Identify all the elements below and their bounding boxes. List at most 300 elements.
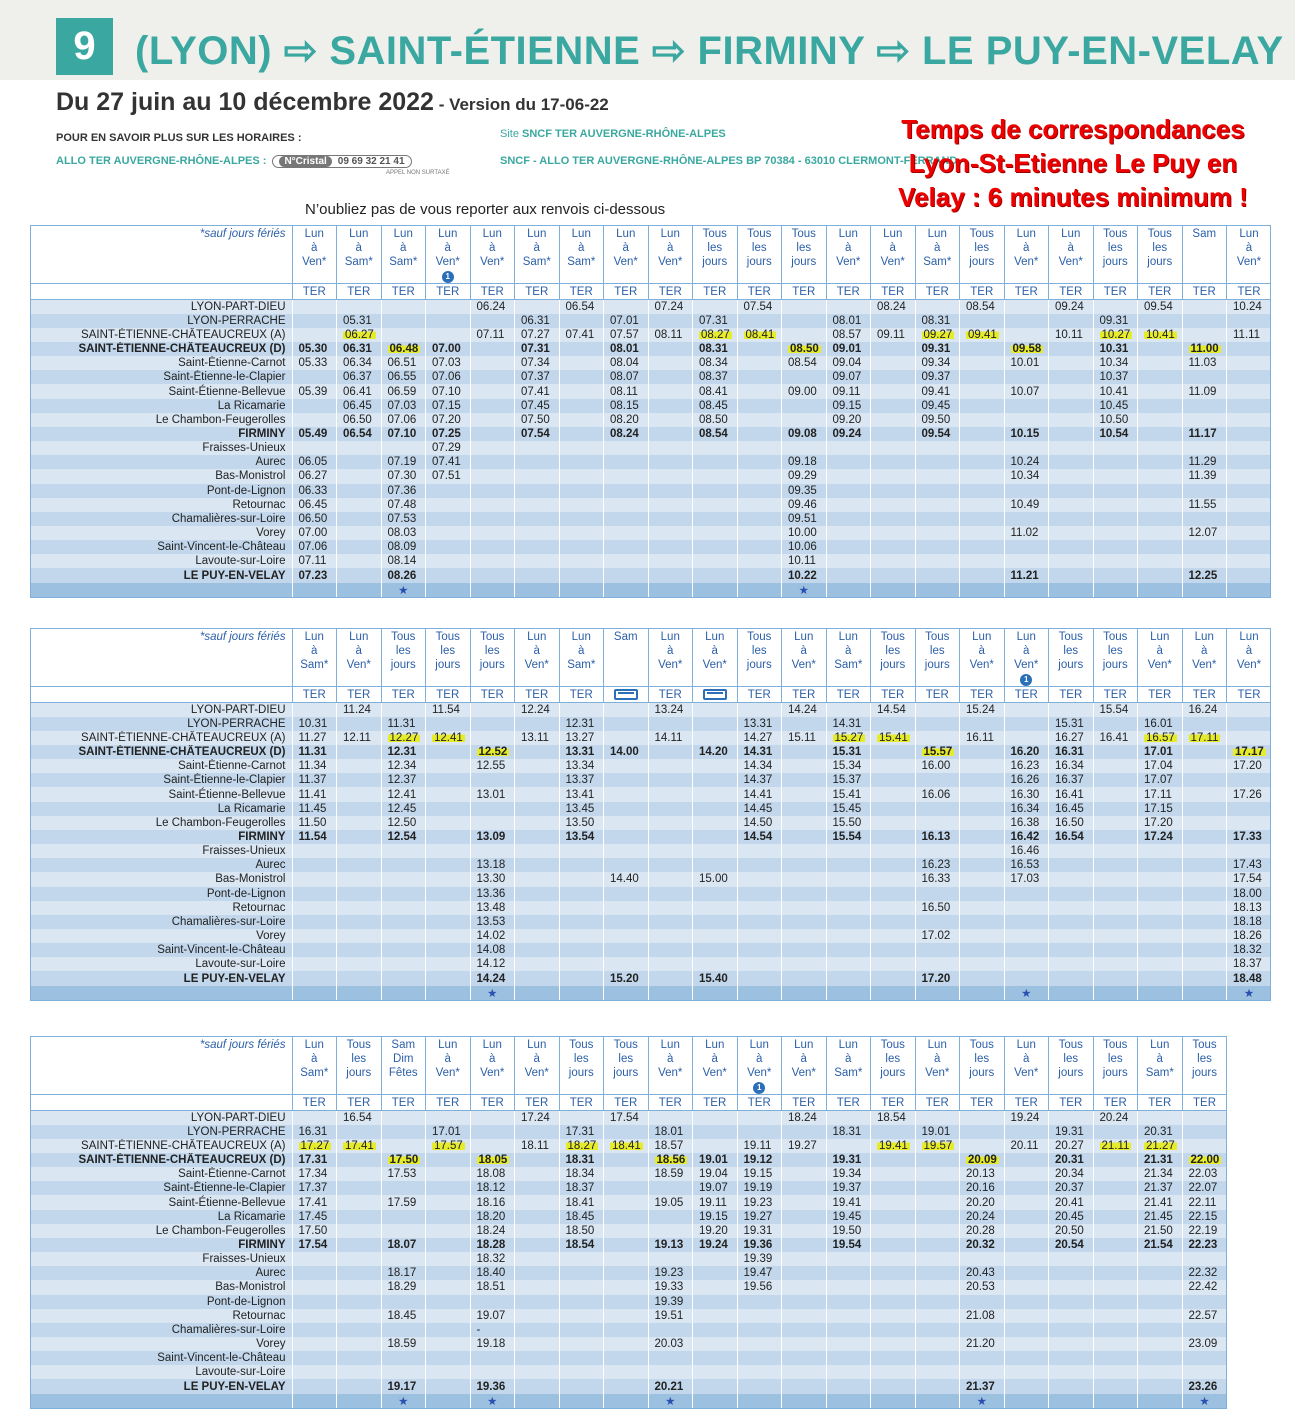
time-cell [604, 957, 649, 971]
cristal-number: 09 69 32 21 41 [337, 156, 405, 167]
operating-days-part: Ven* [658, 256, 683, 268]
time-cell [960, 427, 1005, 441]
footnote-info-icon[interactable]: 1 [753, 1082, 765, 1094]
operating-days [1004, 1036, 1049, 1080]
time-cell: 07.50 [515, 413, 560, 427]
time-cell [1049, 356, 1094, 370]
operating-days-part: à [667, 242, 674, 254]
time-cell [1138, 929, 1183, 943]
time-cell [826, 300, 871, 314]
service-type: TER [292, 284, 337, 300]
time-cell [604, 498, 649, 512]
time-cell [515, 1309, 560, 1323]
footer-cell [604, 986, 649, 1001]
star-icon: ★ [398, 585, 409, 598]
time-cell [1049, 469, 1094, 483]
time-cell [1093, 1323, 1138, 1337]
time-cell [871, 1139, 916, 1153]
time-cell [1093, 441, 1138, 455]
time-cell [648, 512, 693, 526]
time-cell: 11.21 [1004, 568, 1049, 582]
time-cell [292, 300, 337, 314]
time-cell: 16.31 [292, 1125, 337, 1139]
operating-days-part: à [1201, 645, 1208, 657]
operating-days-part: Ven* [925, 1067, 950, 1079]
service-type: TER [960, 284, 1005, 300]
station-name: LE PUY-EN-VELAY [30, 971, 292, 985]
time-cell: 19.33 [648, 1280, 693, 1294]
note-cell [1138, 269, 1183, 284]
time-cell [337, 1181, 382, 1195]
time-cell [915, 915, 960, 929]
time-cell: 18.32 [1227, 943, 1272, 957]
time-cell: 07.45 [515, 399, 560, 413]
time-cell [292, 929, 337, 943]
time-cell: 08.01 [826, 314, 871, 328]
time-cell [960, 1111, 1005, 1125]
time-cell: 09.45 [915, 399, 960, 413]
operating-days-part: les [751, 645, 767, 657]
station-name: LYON-PERRACHE [30, 1125, 292, 1139]
time-cell [648, 554, 693, 568]
service-type: TER [693, 284, 738, 300]
service-type: TER [426, 284, 471, 300]
note-cell [1138, 1080, 1183, 1095]
time-cell [1138, 1379, 1183, 1393]
note-cell [292, 1080, 337, 1095]
time-cell [871, 844, 916, 858]
operating-days-part: Ven* [791, 1067, 816, 1079]
operating-days-part: les [707, 242, 723, 254]
time-cell [515, 484, 560, 498]
operating-days-part: Tous [569, 1039, 594, 1051]
time-cell [426, 1280, 471, 1294]
time-cell [515, 745, 560, 759]
time-cell [515, 469, 560, 483]
station-name: Aurec [30, 858, 292, 872]
time-cell [737, 1379, 782, 1393]
operating-days-part: Ven* [747, 1067, 772, 1079]
note-cell [1227, 672, 1272, 687]
time-cell [960, 929, 1005, 943]
time-cell [1093, 484, 1138, 498]
table-row [30, 1153, 1227, 1167]
time-cell [1182, 872, 1227, 886]
operating-days-part: jours [1102, 659, 1128, 671]
time-cell [1049, 342, 1094, 356]
time-cell: 09.46 [782, 498, 827, 512]
time-cell [337, 957, 382, 971]
time-cell [1049, 1379, 1094, 1393]
operating-days [292, 628, 337, 672]
time-cell [737, 957, 782, 971]
time-cell [871, 512, 916, 526]
time-cell [737, 915, 782, 929]
time-cell: 11.54 [426, 703, 471, 717]
time-cell [337, 469, 382, 483]
station-name: Vorey [30, 929, 292, 943]
time-cell [915, 540, 960, 554]
operating-days-part: les [974, 242, 990, 254]
footer-cell [604, 583, 649, 598]
table-row [30, 540, 1271, 554]
time-cell [337, 328, 382, 342]
warning-line-2: Lyon-St-Etienne Le Puy en [908, 148, 1238, 178]
time-cell [871, 370, 916, 384]
time-cell: 11.29 [1182, 455, 1227, 469]
time-cell: 12.45 [381, 802, 426, 816]
time-cell [1093, 802, 1138, 816]
time-cell [648, 384, 693, 398]
highlighted-time: 18.41 [612, 1139, 641, 1152]
time-cell [960, 844, 1005, 858]
time-cell: 09.50 [915, 413, 960, 427]
footer-cell [1138, 1394, 1183, 1409]
operating-days-part: à [578, 242, 585, 254]
time-cell [871, 399, 916, 413]
time-cell [559, 526, 604, 540]
time-cell [960, 858, 1005, 872]
time-cell [1227, 526, 1272, 540]
time-cell: 15.41 [826, 787, 871, 801]
time-cell [737, 342, 782, 356]
footnote-info-icon[interactable]: 1 [442, 271, 454, 283]
service-type: TER [1093, 687, 1138, 703]
time-cell [559, 469, 604, 483]
time-cell [470, 441, 515, 455]
note-cell [604, 269, 649, 284]
operating-days-part: Ven* [702, 659, 727, 671]
time-cell [915, 1309, 960, 1323]
time-cell: 11.55 [1182, 498, 1227, 512]
footer-cell [1004, 583, 1049, 598]
operating-days-part: à [533, 1053, 540, 1065]
time-cell: 07.37 [515, 370, 560, 384]
time-cell [648, 957, 693, 971]
time-cell [1049, 1309, 1094, 1323]
time-cell: 16.37 [1049, 773, 1094, 787]
time-cell [1004, 1309, 1049, 1323]
operating-days-part: Lun [527, 1039, 547, 1051]
time-cell [559, 703, 604, 717]
station-name: La Ricamarie [30, 399, 292, 413]
time-cell: 17.26 [1227, 787, 1272, 801]
time-cell [648, 971, 693, 985]
service-type: TER [1182, 1095, 1227, 1111]
time-cell: 08.09 [381, 540, 426, 554]
time-cell: 11.34 [292, 759, 337, 773]
site-prefix: Site [500, 128, 519, 140]
operating-days-part: Tous [702, 228, 727, 240]
operating-days-part: à [622, 242, 629, 254]
time-cell [693, 915, 738, 929]
operating-days [1093, 628, 1138, 672]
time-cell: 18.24 [470, 1224, 515, 1238]
time-cell [871, 455, 916, 469]
operating-days-part: Lun [1194, 631, 1214, 643]
service-type: TER [782, 687, 827, 703]
time-cell [648, 887, 693, 901]
time-cell: 11.41 [292, 787, 337, 801]
time-cell [915, 1181, 960, 1195]
time-cell [337, 1125, 382, 1139]
station-name: Pont-de-Lignon [30, 1295, 292, 1309]
timetable-3 [30, 1036, 1227, 1409]
operating-days-part: Lun [1150, 631, 1170, 643]
time-cell [782, 844, 827, 858]
time-cell [960, 328, 1005, 342]
station-name: Pont-de-Lignon [30, 887, 292, 901]
time-cell [960, 484, 1005, 498]
time-cell [1004, 1181, 1049, 1195]
time-cell [1049, 1111, 1094, 1125]
time-cell [915, 1379, 960, 1393]
time-cell: 16.41 [1049, 787, 1094, 801]
time-cell [826, 1266, 871, 1280]
time-cell: 19.11 [693, 1195, 738, 1209]
operating-days-part: Lun [393, 228, 413, 240]
time-cell [604, 703, 649, 717]
time-cell [1138, 512, 1183, 526]
time-cell: 12.31 [559, 717, 604, 731]
time-cell [1182, 915, 1227, 929]
time-cell: 20.21 [648, 1379, 693, 1393]
site-name: SNCF TER AUVERGNE-RHÔNE-ALPES [522, 128, 726, 140]
time-cell [871, 943, 916, 957]
table-row [30, 300, 1271, 314]
operating-days-part: les [1197, 1053, 1212, 1065]
time-cell: 19.37 [826, 1181, 871, 1195]
time-cell: 10.11 [1049, 328, 1094, 342]
time-cell [1182, 773, 1227, 787]
time-cell: 19.15 [737, 1167, 782, 1181]
time-cell: 09.29 [782, 469, 827, 483]
time-cell: 07.41 [515, 384, 560, 398]
time-cell [381, 703, 426, 717]
time-cell [871, 498, 916, 512]
time-cell [648, 1181, 693, 1195]
operating-days-part: Ven* [658, 1067, 683, 1079]
time-cell: 18.48 [1227, 971, 1272, 985]
time-cell: 22.03 [1182, 1167, 1227, 1181]
time-cell: 22.32 [1182, 1266, 1227, 1280]
time-cell: 14.41 [737, 787, 782, 801]
operating-days-part: Lun [527, 631, 547, 643]
time-cell [604, 717, 649, 731]
time-cell [648, 455, 693, 469]
time-cell: 15.24 [960, 703, 1005, 717]
time-cell: 11.17 [1182, 427, 1227, 441]
site-link[interactable] [500, 128, 726, 140]
footer-cell [1182, 986, 1227, 1001]
time-cell [1138, 342, 1183, 356]
time-cell [737, 512, 782, 526]
time-cell [782, 1365, 827, 1379]
footer-cell [470, 1394, 515, 1409]
time-cell [737, 703, 782, 717]
time-cell [559, 1252, 604, 1266]
time-cell: 09.18 [782, 455, 827, 469]
time-cell [426, 498, 471, 512]
time-cell [337, 1167, 382, 1181]
time-cell: 20.34 [1049, 1167, 1094, 1181]
time-cell [960, 526, 1005, 540]
time-cell: 09.08 [782, 427, 827, 441]
time-cell [826, 498, 871, 512]
table-row [30, 512, 1271, 526]
time-cell [871, 1379, 916, 1393]
time-cell [782, 872, 827, 886]
operating-days-part: Sam [613, 631, 638, 643]
time-cell [737, 455, 782, 469]
operating-days-part: Lun [660, 631, 680, 643]
operating-days-part: Tous [480, 631, 505, 643]
note-cell [960, 1080, 1005, 1095]
time-cell [1049, 540, 1094, 554]
time-cell [1093, 872, 1138, 886]
time-cell [1182, 413, 1227, 427]
time-cell [559, 356, 604, 370]
time-cell [1138, 540, 1183, 554]
station-name: Chamalières-sur-Loire [30, 915, 292, 929]
station-name: SAINT-ÉTIENNE-CHÂTEAUCREUX (D) [30, 342, 292, 356]
time-cell [337, 858, 382, 872]
time-cell [604, 731, 649, 745]
time-cell [960, 802, 1005, 816]
time-cell: 18.31 [826, 1125, 871, 1139]
time-cell [1227, 469, 1272, 483]
time-cell: 21.54 [1138, 1238, 1183, 1252]
operating-days-part: Tous [1058, 1039, 1083, 1051]
operating-days-part: Ven* [480, 256, 505, 268]
time-cell [871, 314, 916, 328]
time-cell [737, 413, 782, 427]
footer-label [30, 986, 292, 1001]
note-cell [604, 672, 649, 687]
time-cell: 08.45 [693, 399, 738, 413]
time-cell: 15.00 [693, 872, 738, 886]
note-cell [871, 672, 916, 687]
time-cell [1182, 943, 1227, 957]
time-cell [470, 554, 515, 568]
time-cell: 18.45 [381, 1309, 426, 1323]
footer-cell [337, 583, 382, 598]
time-cell [1004, 413, 1049, 427]
notes-row-label [30, 672, 292, 687]
time-cell [292, 957, 337, 971]
time-cell [871, 1266, 916, 1280]
time-cell [604, 455, 649, 469]
operating-days [337, 225, 382, 269]
time-cell: 05.30 [292, 342, 337, 356]
operating-days [1182, 225, 1227, 269]
time-cell [292, 901, 337, 915]
operating-days-part: Sam* [522, 256, 551, 268]
time-cell [782, 1210, 827, 1224]
operating-days-part: jours [702, 256, 728, 268]
time-cell [871, 1365, 916, 1379]
time-cell [559, 484, 604, 498]
time-cell [693, 1280, 738, 1294]
time-cell: 16.53 [1004, 858, 1049, 872]
station-name: La Ricamarie [30, 802, 292, 816]
cristal-number-badge[interactable] [272, 155, 411, 168]
time-cell [871, 1295, 916, 1309]
time-cell [1182, 971, 1227, 985]
time-cell [470, 1139, 515, 1153]
service-type: TER [1049, 284, 1094, 300]
time-cell [1049, 1323, 1094, 1337]
operating-days [1049, 628, 1094, 672]
time-cell: 15.37 [826, 773, 871, 787]
footer-cell [337, 986, 382, 1001]
time-cell [1138, 901, 1183, 915]
service-type: TER [826, 284, 871, 300]
time-cell: 17.59 [381, 1195, 426, 1209]
operating-days [515, 225, 560, 269]
time-cell [1093, 1295, 1138, 1309]
time-cell [1138, 1351, 1183, 1365]
time-cell [915, 1111, 960, 1125]
station-name: Fraisses-Unieux [30, 441, 292, 455]
time-cell [826, 1379, 871, 1393]
time-cell [515, 1153, 560, 1167]
note-cell [871, 1080, 916, 1095]
time-cell [648, 844, 693, 858]
time-cell [1093, 568, 1138, 582]
time-cell [648, 1153, 693, 1167]
time-cell [426, 1309, 471, 1323]
time-cell: 18.41 [559, 1195, 604, 1209]
operating-days-part: Lun [438, 1039, 458, 1051]
note-cell [1093, 1080, 1138, 1095]
time-cell [604, 858, 649, 872]
footnote-info-icon[interactable]: 1 [1020, 674, 1032, 686]
time-cell [782, 1337, 827, 1351]
station-name: LYON-PERRACHE [30, 314, 292, 328]
station-name: Retournac [30, 901, 292, 915]
time-cell: 09.37 [915, 370, 960, 384]
time-cell [871, 731, 916, 745]
time-cell [337, 929, 382, 943]
time-cell [1093, 526, 1138, 540]
time-cell [426, 540, 471, 554]
time-cell [737, 1337, 782, 1351]
time-cell [737, 554, 782, 568]
time-cell [648, 342, 693, 356]
note-cell [515, 672, 560, 687]
time-cell [292, 399, 337, 413]
time-cell: 17.45 [292, 1210, 337, 1224]
time-cell: 09.31 [1093, 314, 1138, 328]
time-cell [337, 830, 382, 844]
time-cell [426, 1167, 471, 1181]
time-cell: 23.09 [1182, 1337, 1227, 1351]
time-cell [1004, 703, 1049, 717]
time-cell [1049, 370, 1094, 384]
time-cell [1004, 512, 1049, 526]
station-name: Vorey [30, 526, 292, 540]
time-cell: 14.00 [604, 745, 649, 759]
time-cell [1182, 717, 1227, 731]
time-cell [337, 1252, 382, 1266]
time-cell [648, 1111, 693, 1125]
time-cell: 08.31 [693, 342, 738, 356]
time-cell [559, 512, 604, 526]
time-cell: 17.31 [292, 1153, 337, 1167]
operating-days [470, 1036, 515, 1080]
time-cell [1049, 399, 1094, 413]
